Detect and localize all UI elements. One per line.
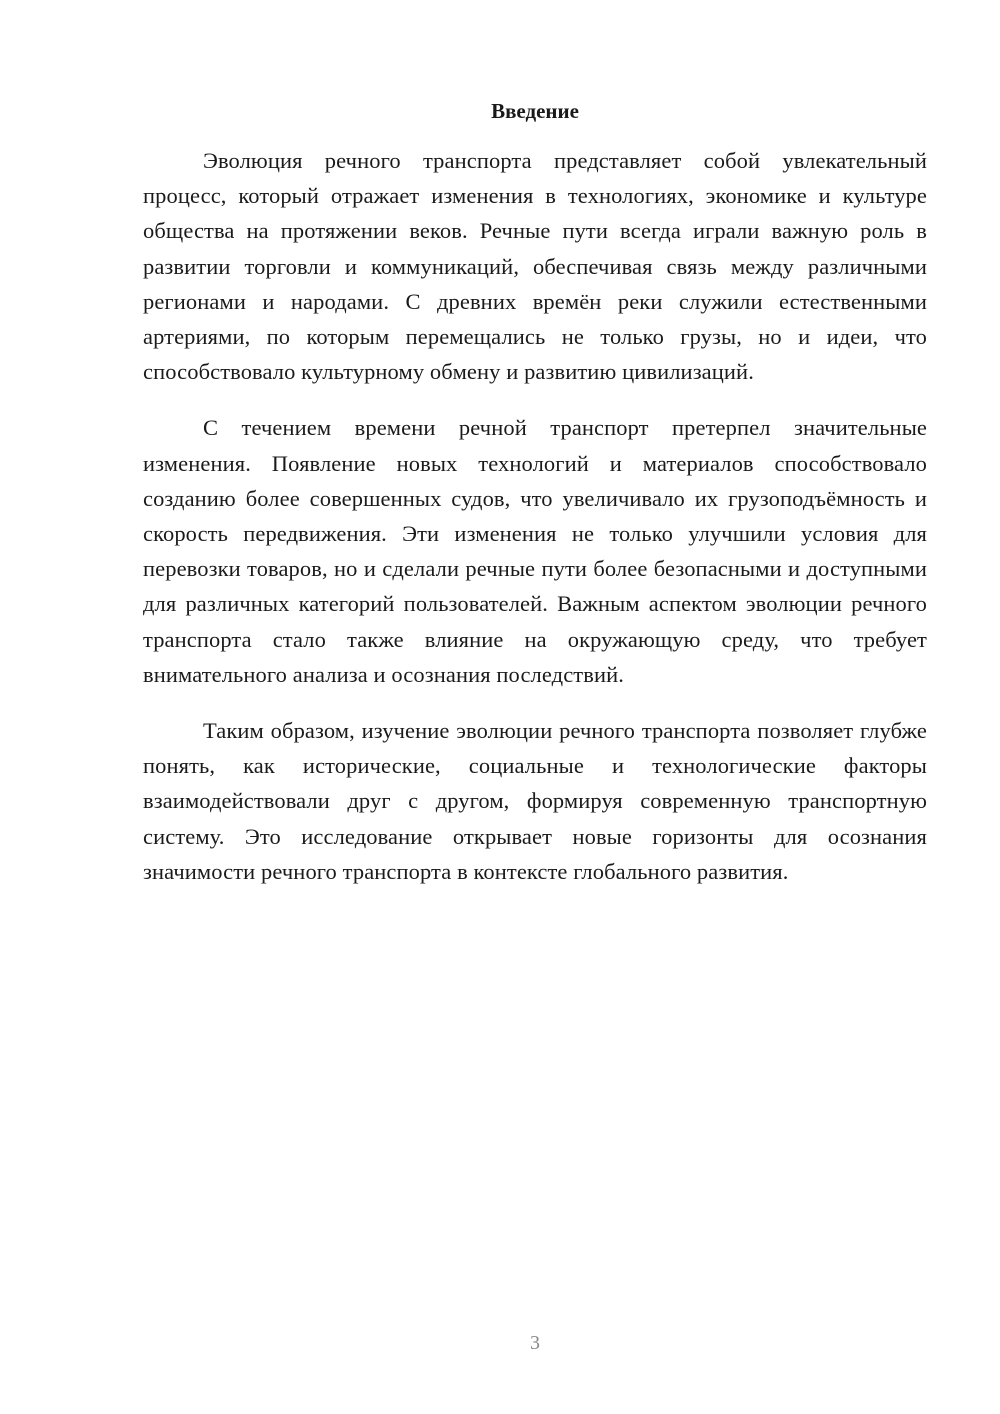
paragraph-3: Таким образом, изучение эволюции речного транспорта позволяет глубже понять, как исторические, социальные и технологические факторы взаимодействовали друг с другом, формируя современную транспортную систему. Это исследование открывает новые горизонты для осознания значимости речного транспорта в контексте глобального развития. xyxy=(143,718,927,884)
page-number: 3 xyxy=(530,1332,540,1354)
paragraph-2: С течением времени речной транспорт претерпел значительные изменения. Появление новых технологий и материалов способствовало созданию более совершенных судов, что увеличивало их грузоподъёмность и скорость передвижения. Эти изменения не только улучшили условия для перевозки товаров, но и сделали речные пути более безопасными и доступными для различных категорий пользователей. Важным аспектом эволюции речного транспорта стало также влияние на окружающую среду, что требует внимательного анализа и осознания последствий. xyxy=(143,415,927,687)
section-heading: Введение xyxy=(491,99,579,123)
body-text xyxy=(143,143,927,910)
paragraph-1: Эволюция речного транспорта представляет собой увлекательный процесс, который отражает изменения в технологиях, экономике и культуре общества на протяжении веков. Речные пути всегда играли важную роль в развитии торговли и коммуникаций, обеспечивая связь между различными регионами и народами. С древних времён реки служили естественными артериями, по которым перемещались не только грузы, но и идеи, что способствовало культурному обмену и развитию цивилизаций. xyxy=(143,148,927,385)
